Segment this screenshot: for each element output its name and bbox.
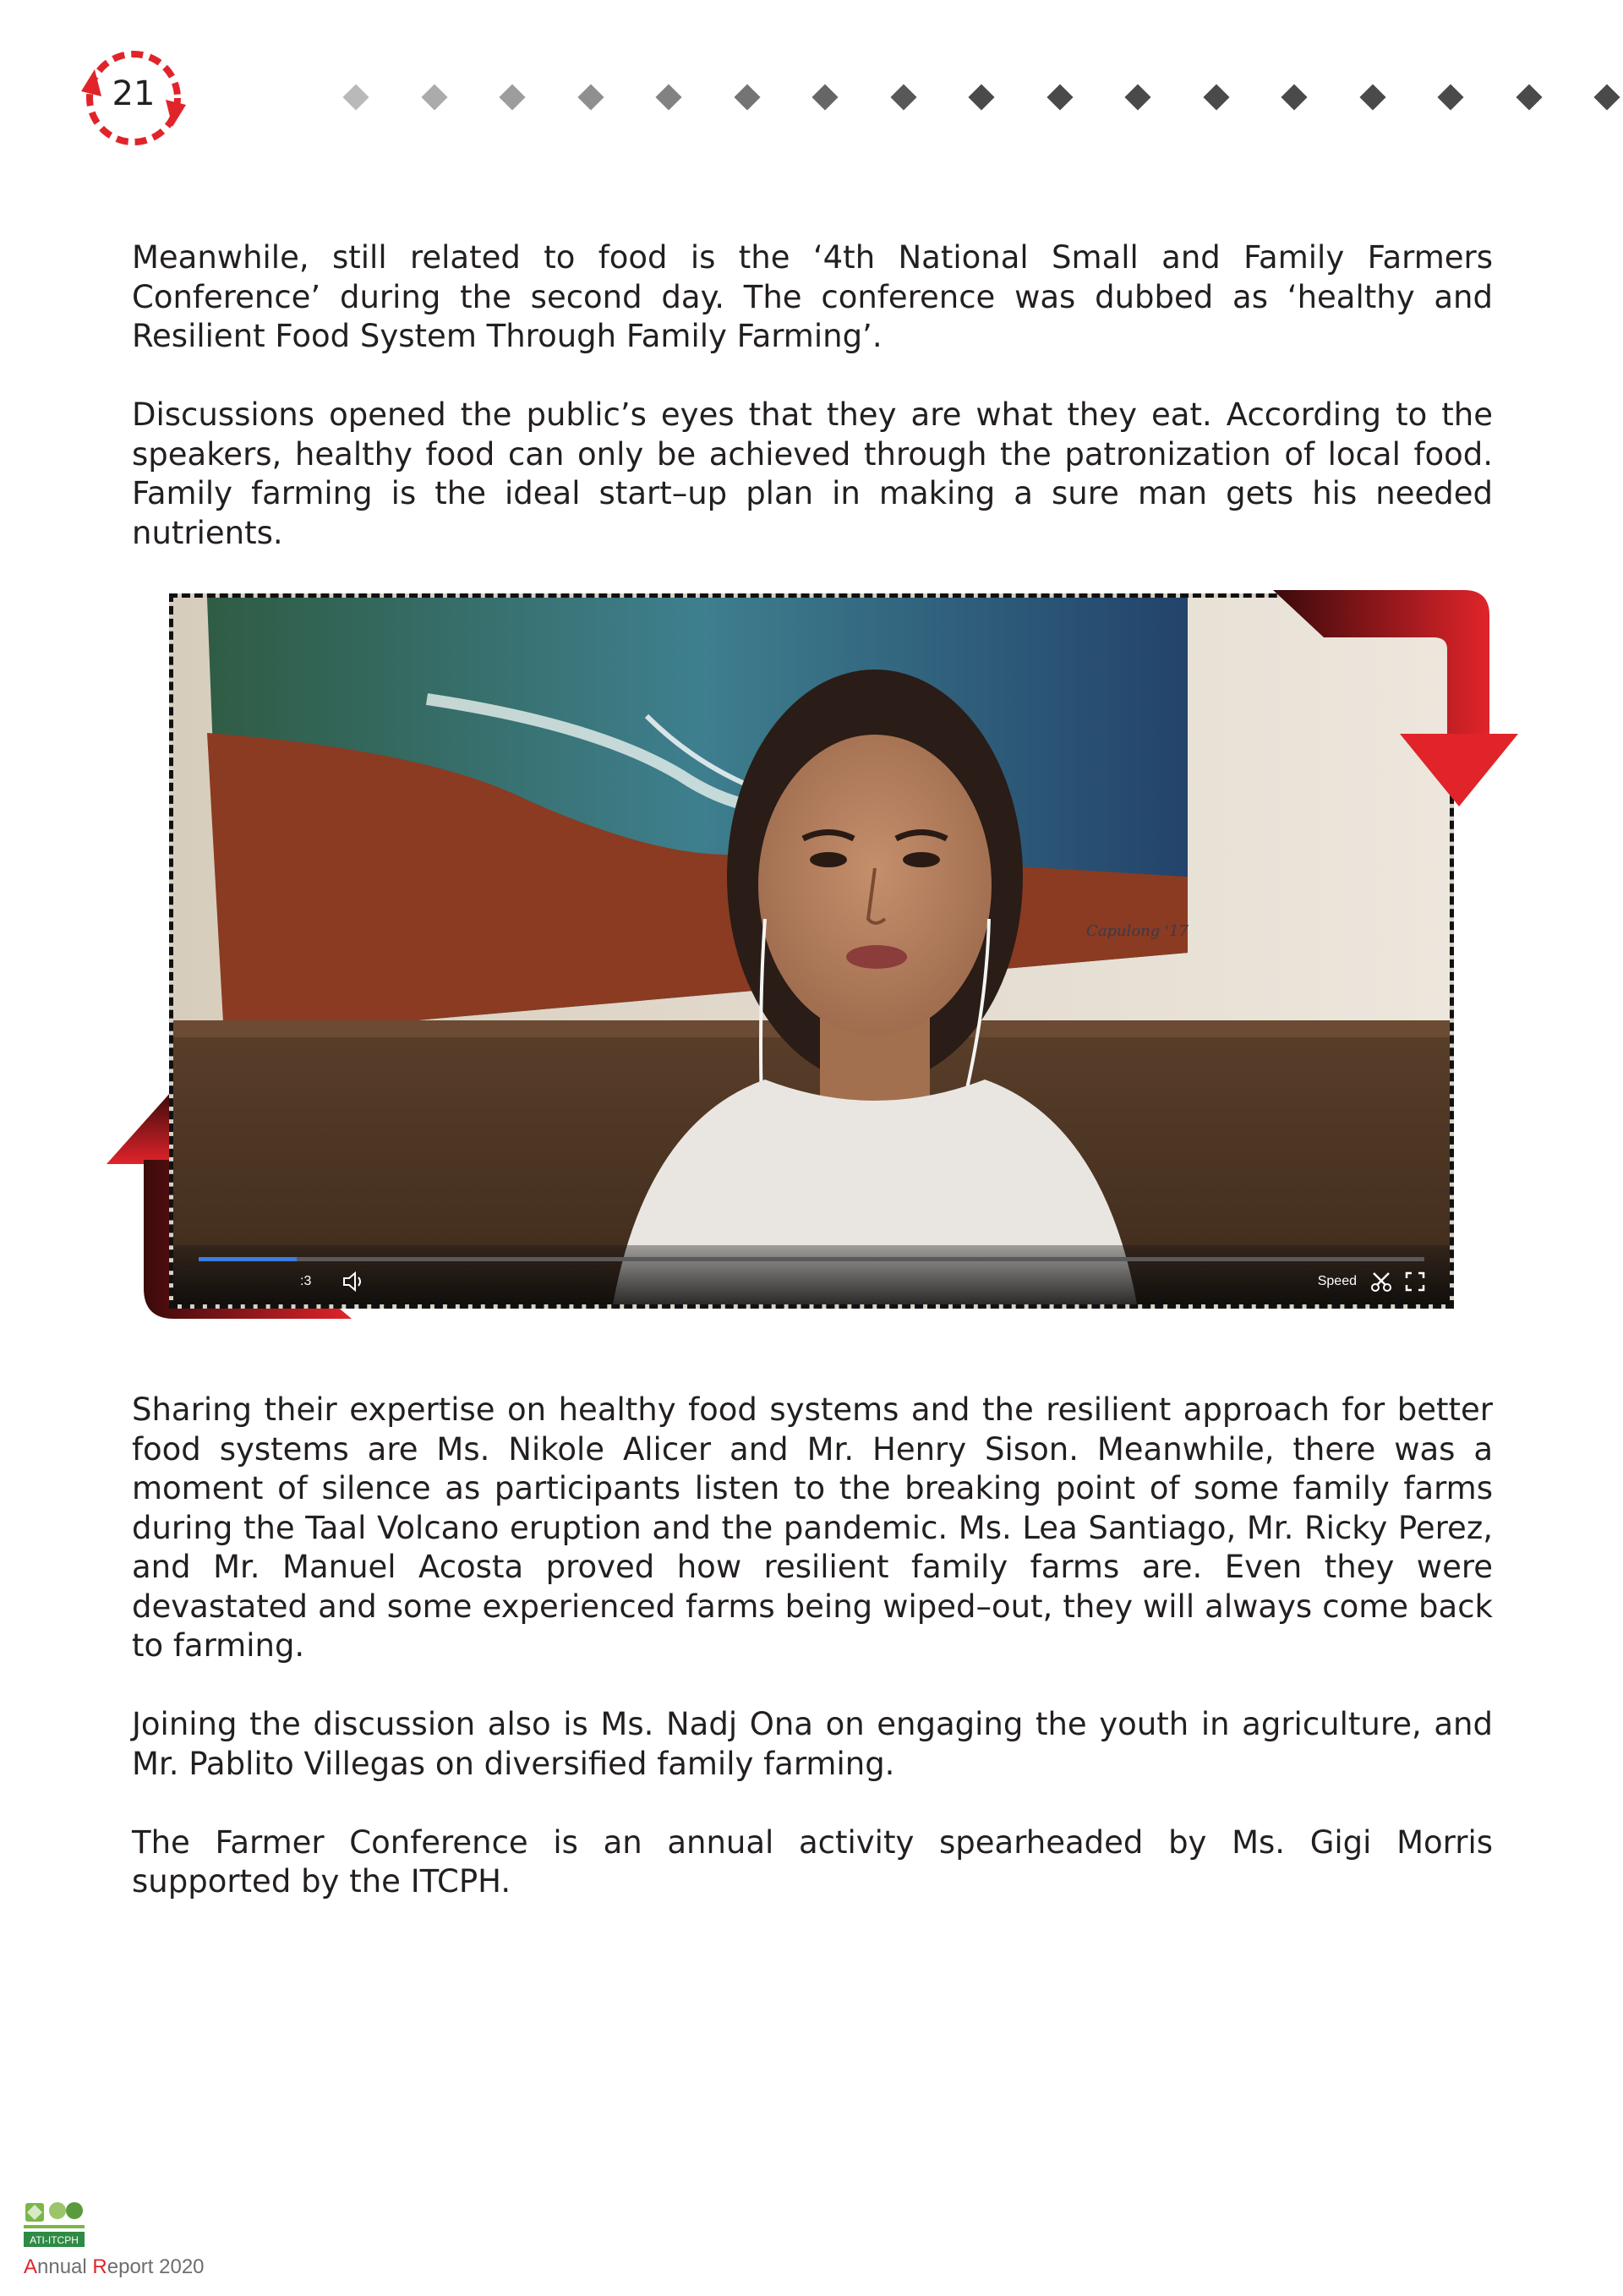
video-progress-bar[interactable] [199,1257,1424,1261]
video-screenshot [173,598,1450,1304]
diamond-decoration [499,84,525,110]
painting-signature: Capulong '17 [1086,922,1189,940]
diamond-decoration [1124,84,1150,110]
volume-icon[interactable] [342,1271,366,1293]
video-figure [107,585,1518,1346]
diamond-decoration [342,84,369,110]
video-speed-button[interactable]: Speed [1317,1274,1357,1288]
diamond-decoration [890,84,916,110]
paragraph: Meanwhile, still related to food is the ‘4th National Small and Family Farmers Conference’ during the second day. The conference was dubbed as ‘healthy and Resilient Food System Through Family Farming’. [132,239,1493,354]
diamond-decoration [1359,84,1385,110]
video-frame [169,593,1454,1309]
footer-caption-annual: nnual [37,2255,93,2278]
diamond-decoration [1281,84,1307,110]
diamond-decoration [1046,84,1073,110]
diamond-decoration [812,84,838,110]
diamond-decoration [1203,84,1229,110]
footer-caption-a: A [24,2255,38,2278]
paragraph: The Farmer Conference is an annual activity spearheaded by Ms. Gigi Morris supported by the ITCPH. [132,1823,1493,1900]
arrow-down-deco-icon [1273,590,1518,818]
body-text-bottom [132,1391,1493,1902]
diamond-decoration [734,84,760,110]
logo-text: ATI-ITCPH [30,2234,79,2246]
diamond-row-decoration [338,81,1623,115]
diamond-decoration [1437,84,1463,110]
footer-caption-report: eport 2020 [107,2255,205,2278]
diamond-decoration [655,84,681,110]
body-text-top [132,238,1493,553]
diamond-decoration [577,84,604,110]
video-player-controls [173,1245,1450,1304]
paragraph: Joining the discussion also is Ms. Nadj Ona on engaging the youth in agriculture, and Mr. Pablito Villegas on diversified family farming. [132,1706,1493,1782]
diamond-decoration [421,84,447,110]
scissors-icon[interactable] [1370,1271,1392,1293]
diamond-decoration [1593,84,1620,110]
video-progress-fill [199,1257,297,1261]
footer-caption-r: R [92,2255,107,2278]
page-number: 21 [112,74,156,113]
diamond-decoration [968,84,994,110]
fullscreen-icon[interactable] [1404,1271,1426,1293]
footer-caption [24,2255,205,2279]
ati-itcph-logo [24,2198,85,2250]
paragraph: Sharing their expertise on healthy food systems and the resilient approach for better food systems are Ms. Nikole Alicer and Mr. Henry Sison. Meanwhile, there was a moment of silence as participants listen to the breaking point of some family farms during the Taal Volcano eruption and the pandemic. Ms. Lea Santiago, Mr. Ricky Perez, and Mr. Manuel Acosta proved how resilient family farms are. Even they were devastated and some experienced farms being wiped–out, they will always come back to farming. [132,1391,1493,1664]
video-time-label: :3 [300,1274,312,1288]
page-number-badge [76,49,191,150]
diamond-decoration [1516,84,1542,110]
paragraph: Discussions opened the public’s eyes that they are what they eat. According to the speakers, healthy food can only be achieved through the patronization of local food. Family farming is the ideal start–up plan in making a sure man gets his needed nutrients. [132,396,1493,551]
